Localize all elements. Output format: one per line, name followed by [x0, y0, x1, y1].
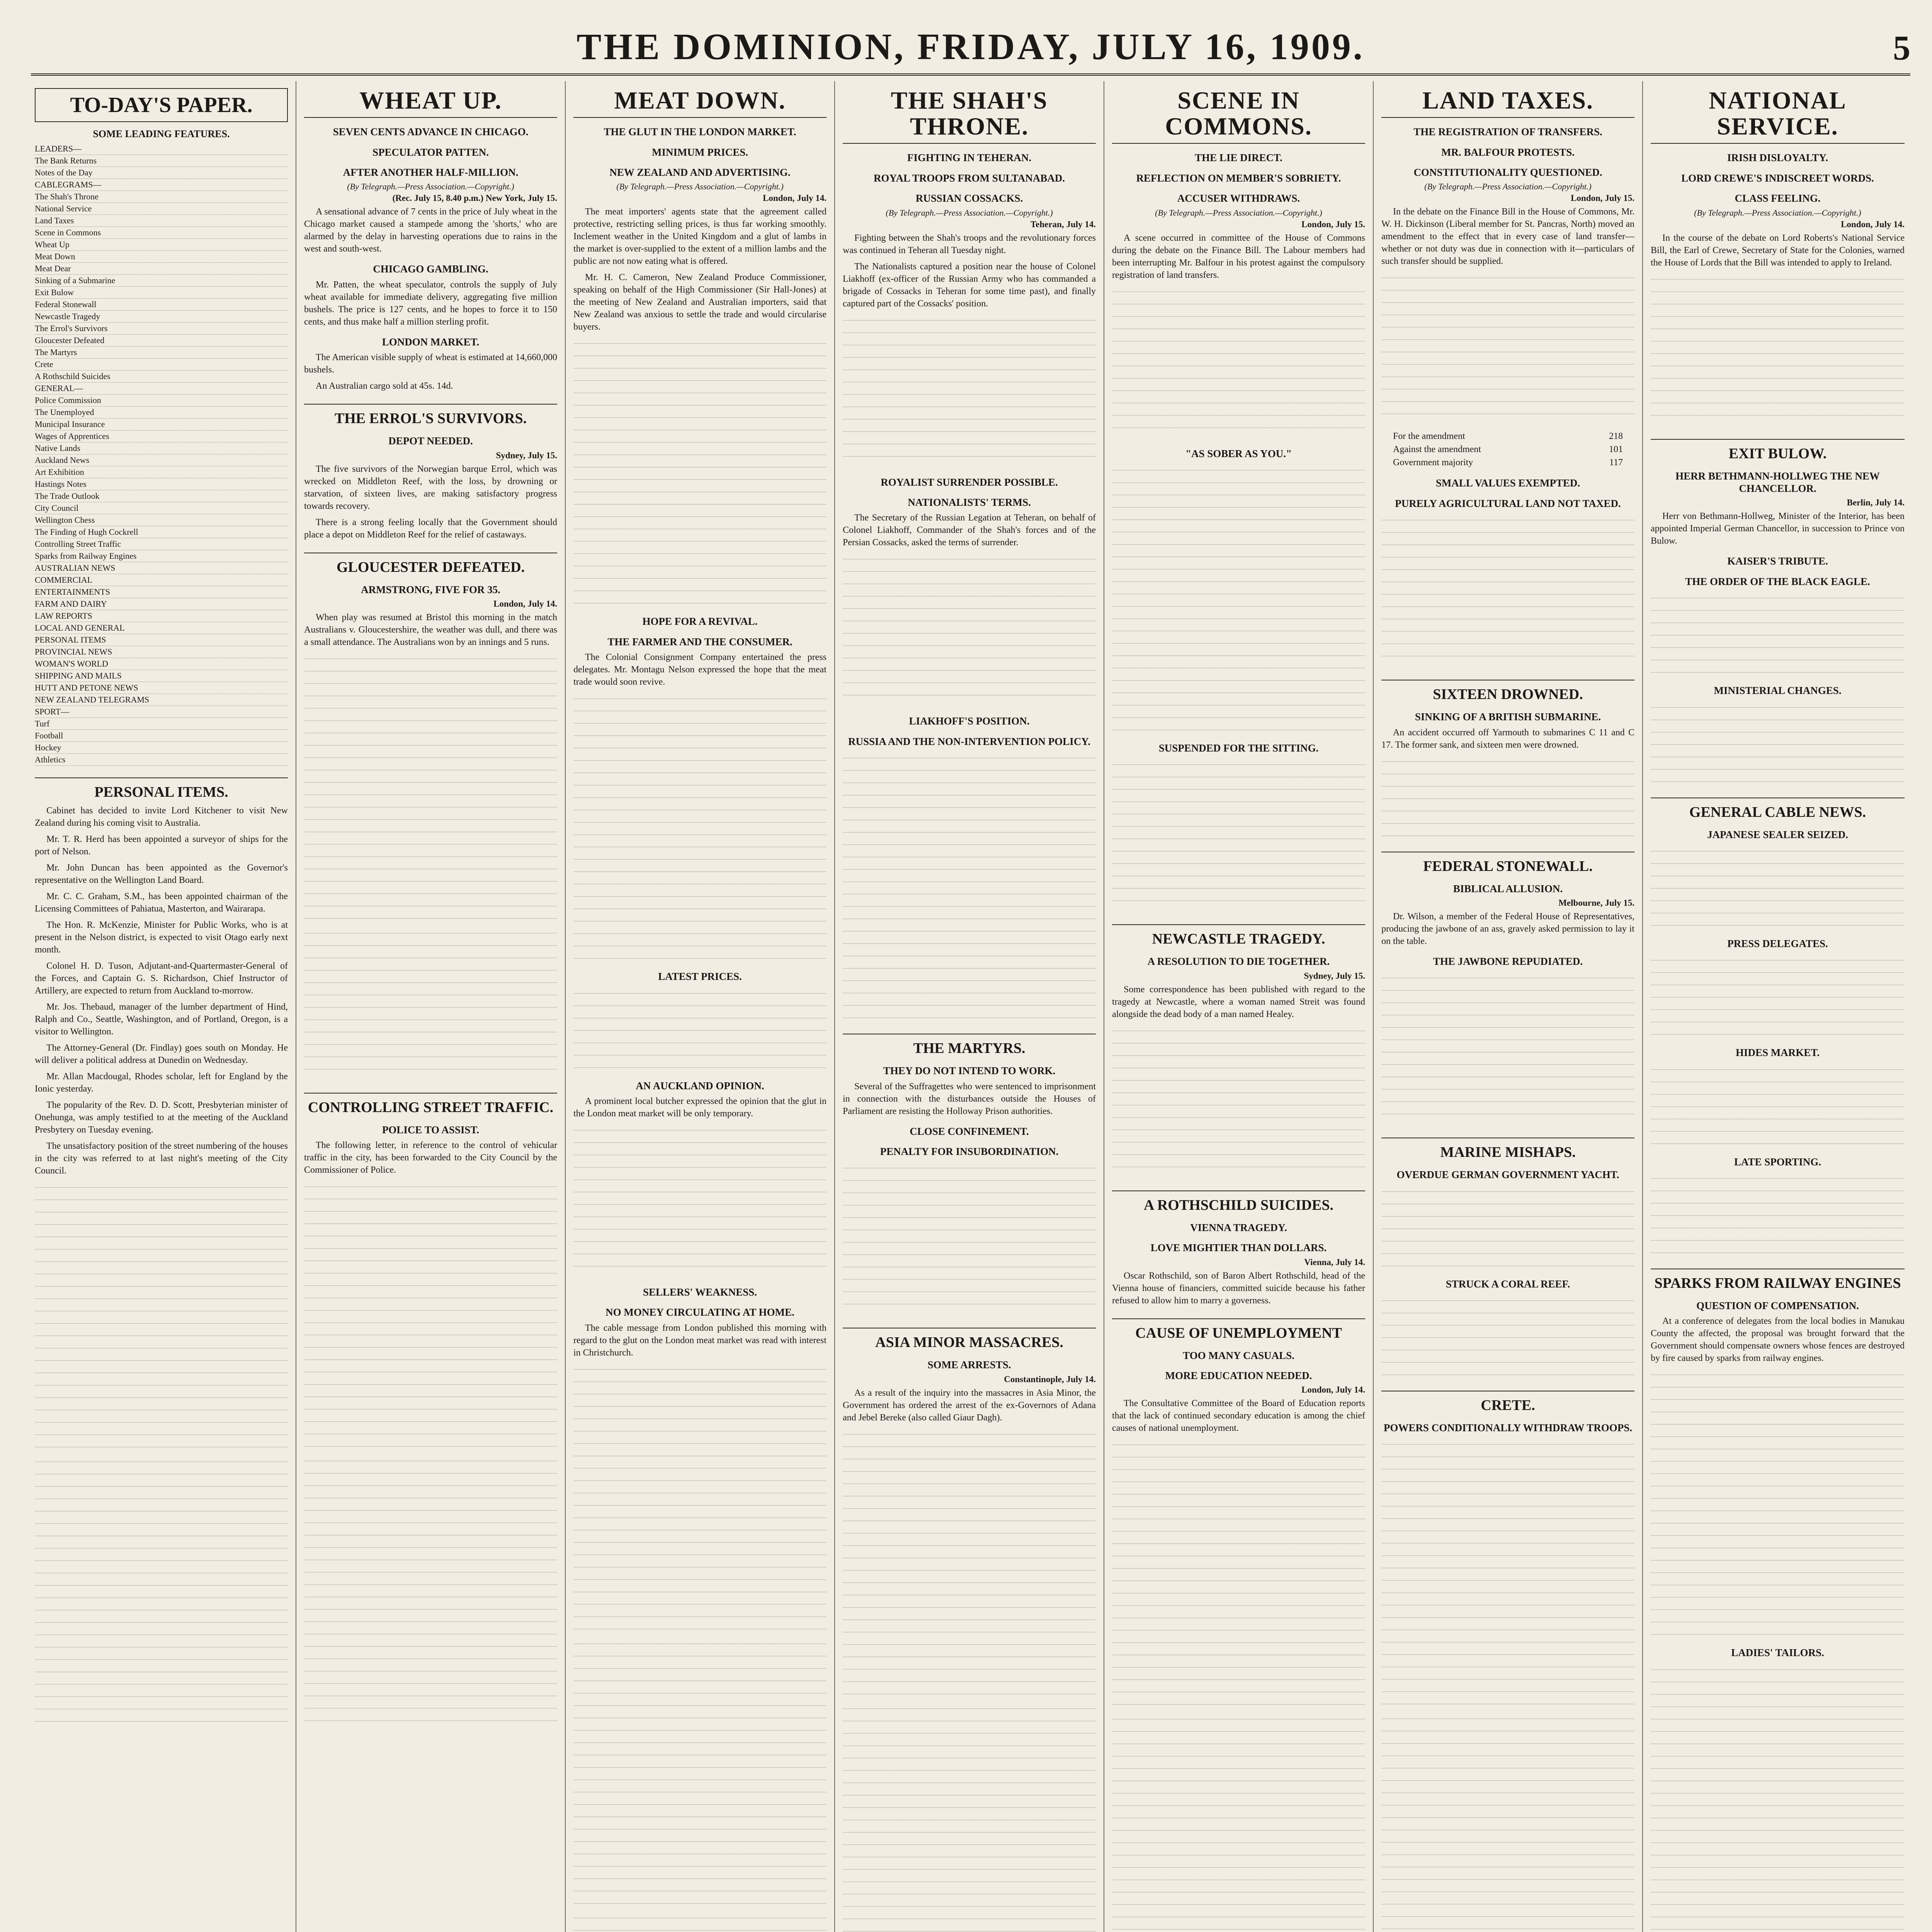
text-filler — [1381, 1185, 1634, 1270]
text-filler — [1381, 271, 1634, 426]
article-paragraph: The Colonial Consignment Company entertained the press delegates. Mr. Montagu Nelson expressed the hope that the meat trade would soon revive. — [573, 652, 827, 687]
vote-value: 117 — [1609, 457, 1623, 468]
article-paragraph: The meat importers' agents state that the agreement called protective, restricting selling prices, is thus far working smoothly. Inclement weather in the United Kingdom and a glut of lambs in the market is over-supplied to the extent of a million lambs and the public are not now eating what is offered. — [573, 207, 827, 267]
dateline: London, July 15. — [1571, 193, 1634, 203]
subheading: LOVE MIGHTIER THAN DOLLARS. — [1150, 1242, 1327, 1254]
text-filler — [573, 1363, 827, 1633]
text-filler — [843, 553, 1096, 707]
press-credit: (By Telegraph.—Press Association.—Copyright.) — [1694, 207, 1861, 218]
vote-row — [1393, 430, 1623, 443]
contents-item: Federal Stonewall — [35, 299, 288, 311]
article-paragraph: The cable message from London published this morning with regard to the glut on the London meat market was read with interest in Christchurch. — [573, 1323, 827, 1358]
subheading: QUESTION OF COMPENSATION. — [1696, 1300, 1859, 1312]
personal-item: The popularity of the Rev. D. D. Scott, Presbyterian minister of Onehunga, was amply testified to at the meeting of the Auckland Presbytery on Tuesday evening. — [35, 1100, 288, 1135]
contents-item: The Finding of Hugh Cockrell — [35, 526, 288, 538]
subheading: MINISTERIAL CHANGES. — [1714, 685, 1842, 697]
subheading: LIAKHOFF'S POSITION. — [909, 715, 1030, 727]
subheading: SMALL VALUES EXEMPTED. — [1435, 477, 1580, 489]
headline: A ROTHSCHILD SUICIDES. — [1112, 1190, 1365, 1214]
contents-item: AUSTRALIAN NEWS — [35, 562, 288, 574]
article-paragraph: Herr von Bethmann-Hollweg, Minister of the Interior, has been appointed Imperial German Chancellor, in succession to Prince von Bulow. — [1651, 511, 1905, 546]
text-filler — [1381, 755, 1634, 840]
headline: SPARKS FROM RAILWAY ENGINES — [1651, 1269, 1905, 1292]
headline: FEDERAL STONEWALL. — [1381, 852, 1634, 875]
press-credit: (By Telegraph.—Press Association.—Copyright.) — [886, 207, 1053, 218]
subheading: SEVEN CENTS ADVANCE IN CHICAGO. — [333, 126, 529, 138]
text-filler — [1112, 464, 1365, 734]
text-filler — [1651, 273, 1905, 427]
subheading: LADIES' TAILORS. — [1731, 1647, 1824, 1659]
text-filler — [1381, 1294, 1634, 1379]
text-filler — [304, 1454, 557, 1725]
subheading: BIBLICAL ALLUSION. — [1453, 883, 1563, 895]
article-paragraph: Some correspondence has been published with regard to the tragedy at Newcastle, where a woman named Streit was found alongside the dead body of a man named Healey. — [1112, 984, 1365, 1019]
contents-item: Newcastle Tragedy — [35, 311, 288, 323]
contents-item: Municipal Insurance — [35, 418, 288, 430]
article-paragraph: Oscar Rothschild, son of Baron Albert Rothschild, head of the Vienna house of financiers, committed suicide because his father refused to allow him to marry a governess. — [1112, 1270, 1365, 1306]
subheading: HERR BETHMANN-HOLLWEG THE NEW CHANCELLOR. — [1675, 470, 1880, 494]
subheading: NO MONEY CIRCULATING AT HOME. — [605, 1306, 794, 1318]
article-paragraph: When play was resumed at Bristol this morning in the match Australians v. Gloucestershire, the weather was dull, and there was a small attendance. The Australians won by an innings and 5 runs. — [304, 612, 557, 647]
contents-item: WOMAN'S WORLD — [35, 658, 288, 670]
subheading: LONDON MARKET. — [382, 336, 480, 348]
contents-item: GENERAL— — [35, 383, 288, 395]
subheading: ARMSTRONG, FIVE FOR 35. — [361, 583, 500, 595]
headline: GENERAL CABLE NEWS. — [1651, 798, 1905, 821]
contents-list — [35, 143, 288, 766]
article-paragraph: Mr. H. C. Cameron, New Zealand Produce Commissioner, speaking on behalf of the High Commissioner (Sir Hall-Jones) at the meeting of New Zealand and Australian importers, said that New Zealand was anxious to settle the trade and would circularise buyers. — [573, 272, 827, 332]
article-paragraph: There is a strong feeling locally that the Government should place a depot on Middleton Reef for the relief of castaways. — [304, 517, 557, 540]
vote-label: Government majority — [1393, 457, 1473, 468]
text-filler — [843, 1702, 1096, 1932]
dateline: London, July 14. — [763, 193, 827, 203]
contents-item: City Council — [35, 502, 288, 514]
contents-item: FARM AND DAIRY — [35, 598, 288, 610]
contents-item: Art Exhibition — [35, 466, 288, 478]
dateline: Berlin, July 14. — [1847, 498, 1905, 508]
contents-item: LAW REPORTS — [35, 610, 288, 622]
contents-item: SHIPPING AND MAILS — [35, 670, 288, 682]
article-paragraph: The Secretary of the Russian Legation at Teheran, on behalf of Colonel Liakhoff, Commander of the Shah's forces and of the Persian Cossacks, asked the terms of surrender. — [843, 513, 1096, 548]
contents-item: CABLEGRAMS— — [35, 179, 288, 191]
subheading: KAISER'S TRIBUTE. — [1727, 555, 1828, 567]
subheading: NEW ZEALAND AND ADVERTISING. — [609, 166, 791, 178]
subheading: THE ORDER OF THE BLACK EAGLE. — [1685, 575, 1870, 587]
dateline: London, July 15. — [1301, 219, 1365, 229]
subheading: CHICAGO GAMBLING. — [373, 263, 488, 275]
todays-paper-heading: TO-DAY'S PAPER. — [35, 88, 288, 122]
subheading: THE JAWBONE REPUDIATED. — [1433, 955, 1583, 967]
contents-item: Wages of Apprentices — [35, 430, 288, 442]
personal-item: The unsatisfactory position of the street numbering of the houses in the city was referred to at last night's meeting of the City Council. — [35, 1141, 288, 1176]
subheading: PURELY AGRICULTURAL LAND NOT TAXED. — [1395, 497, 1621, 509]
contents-item: The Trade Outlook — [35, 490, 288, 502]
article-paragraph: The American visible supply of wheat is estimated at 14,660,000 bushels. — [304, 352, 557, 375]
division-results — [1393, 430, 1623, 469]
press-credit: (By Telegraph.—Press Association.—Copyright.) — [347, 182, 514, 192]
vote-value: 218 — [1609, 431, 1623, 442]
subheading: "AS SOBER AS YOU." — [1185, 447, 1292, 459]
contents-item: Hockey — [35, 742, 288, 754]
dateline: London, July 14. — [1301, 1385, 1365, 1395]
text-filler — [1112, 758, 1365, 913]
subheading: THE REGISTRATION OF TRANSFERS. — [1413, 126, 1602, 138]
article-paragraph: The five survivors of the Norwegian barque Errol, which was wrecked on Middleton Reef, with the loss, by drowning or starvation, of sixteen lives, are making satisfactory progress towards recovery. — [304, 464, 557, 511]
dateline: (Rec. July 15, 8.40 p.m.) New York, July 15. — [392, 193, 557, 203]
subheading: SOME ARRESTS. — [927, 1359, 1011, 1371]
text-filler — [843, 1428, 1096, 1698]
subheading: SPECULATOR PATTEN. — [372, 146, 489, 158]
article-paragraph: A prominent local butcher expressed the opinion that the glut in the London meat market will be only temporary. — [573, 1096, 827, 1119]
text-filler — [304, 927, 557, 1081]
article-paragraph: The following letter, in reference to the control of vehicular traffic in the city, has been forwarded to the City Council by the Commissioner of Police. — [304, 1140, 557, 1175]
personal-item: The Hon. R. McKenzie, Minister for Public Works, who is at present in the Nelson district, is expected to visit Otago early next month. — [35, 920, 288, 955]
contents-item: Hastings Notes — [35, 478, 288, 490]
vote-value: 101 — [1609, 444, 1623, 455]
subheading: CONSTITUTIONALITY QUESTIONED. — [1413, 166, 1602, 178]
contents-item: COMMERCIAL — [35, 574, 288, 586]
columns — [27, 81, 1914, 1932]
headline: THE SHAH'S THRONE. — [843, 87, 1096, 144]
personal-item: Mr. T. R. Herd has been appointed a surveyor of ships for the port of Nelson. — [35, 834, 288, 857]
headline: CAUSE OF UNEMPLOYMENT — [1112, 1318, 1365, 1342]
dateline: Teheran, July 14. — [1030, 219, 1096, 229]
subheading: LORD CREWE'S INDISCREET WORDS. — [1681, 172, 1874, 184]
dateline: London, July 14. — [1841, 219, 1905, 229]
contents-item: Sparks from Railway Engines — [35, 550, 288, 562]
text-filler — [1381, 971, 1634, 1126]
dateline: Sydney, July 15. — [496, 450, 557, 460]
headline: THE MARTYRS. — [843, 1034, 1096, 1057]
contents-item: Controlling Street Traffic — [35, 538, 288, 550]
contents-item: LEADERS— — [35, 143, 288, 155]
subheading: CLASS FEELING. — [1735, 192, 1821, 204]
subheading: VIENNA TRAGEDY. — [1190, 1221, 1287, 1233]
article-paragraph: At a conference of delegates from the local bodies in Manukau County the affected, the proposal was brought forward that the Government should compensate owners whose fences are destroyed by fire caused by sparks from railway engines. — [1651, 1316, 1905, 1364]
article-paragraph: Dr. Wilson, a member of the Federal House of Representatives, producing the jawbone of an ass, gravely asked permission to lay it on the table. — [1381, 911, 1634, 946]
contents-item: A Rothschild Suicides — [35, 371, 288, 383]
newspaper-title: THE DOMINION, FRIDAY, JULY 16, 1909. — [577, 26, 1365, 67]
text-filler — [843, 1162, 1096, 1316]
article-paragraph: The Nationalists captured a position near the house of Colonel Liakhoff (ex-officer of the Russian Army who has commanded a brigade of Cossacks in Teheran for some time past), and finally captured part of the Cossacks' position. — [843, 261, 1096, 309]
dateline: Melbourne, July 15. — [1558, 898, 1634, 908]
article-paragraph: The Consultative Committee of the Board of Education reports that the lack of continued secondary education is among the chief causes of national unemployment. — [1112, 1398, 1365, 1434]
personal-item: Mr. Allan Macdougal, Rhodes scholar, left for England by the Ionic yesterday. — [35, 1071, 288, 1094]
personal-item: Mr. Jos. Thebaud, manager of the lumber department of Hind, Ralph and Co., Seattle, Washington, and of Portland, Oregon, is a visitor to Wellington. — [35, 1002, 288, 1037]
contents-item: The Shah's Throne — [35, 191, 288, 203]
text-filler — [573, 987, 827, 1072]
article-paragraph: In the debate on the Finance Bill in the House of Commons, Mr. W. H. Dickinson (Liberal member for St. Pancras, North) moved an amendment to the effect that in every case of land transfer—whether or not duty was due in connection with it—particulars of such transfer should be supplied. — [1381, 207, 1634, 267]
subheading: SELLERS' WEAKNESS. — [643, 1286, 757, 1298]
article-paragraph: Mr. Patten, the wheat speculator, controls the supply of July wheat available for immediate delivery, aggregating five million bushels. The price is 127 cents, and he hopes to force it to 150 cents, and thus make half a million sterling profit. — [304, 279, 557, 327]
headline: NEWCASTLE TRAGEDY. — [1112, 924, 1365, 947]
personal-items-list — [35, 804, 288, 1177]
subheading: MINIMUM PRICES. — [652, 146, 748, 158]
press-credit: (By Telegraph.—Press Association.—Copyright.) — [1155, 207, 1322, 218]
contents-item: National Service — [35, 203, 288, 215]
headline: NATIONAL SERVICE. — [1651, 87, 1905, 144]
column-national-service — [1643, 81, 1912, 1932]
contents-item: The Martyrs — [35, 347, 288, 359]
contents-item: HUTT AND PETONE NEWS — [35, 682, 288, 694]
contents-item: PERSONAL ITEMS — [35, 634, 288, 646]
vote-row — [1393, 443, 1623, 456]
text-filler — [1381, 1438, 1634, 1708]
personal-item: Mr. C. C. Graham, S.M., has been appointed chairman of the Licensing Committees of Pahiatua, Masterton, and Wairarapa. — [35, 891, 288, 914]
contents-item: Notes of the Day — [35, 167, 288, 179]
contents-item: Native Lands — [35, 442, 288, 454]
article-paragraph: Several of the Suffragettes who were sentenced to imprisonment in connection with the disturbances outside the Houses of Parliament are resisting the Holloway Prison authorities. — [843, 1081, 1096, 1116]
subheading: JAPANESE SEALER SEIZED. — [1707, 828, 1848, 840]
article-paragraph: A sensational advance of 7 cents in the price of July wheat in the Chicago market caused a stampede among the 'shorts,' who are alarmed by the delay in harvesting operations due to rains in the west and south-west. — [304, 207, 557, 254]
personal-item: Cabinet has decided to invite Lord Kitchener to visit New Zealand during his coming visit to Australia. — [35, 806, 288, 828]
subheading: LATE SPORTING. — [1734, 1156, 1821, 1168]
article-paragraph: In the course of the debate on Lord Roberts's National Service Bill, the Earl of Crewe, Secretary of State for the Colonies, warned the House of Lords that the Bill was intended to apply to Ireland. — [1651, 233, 1905, 268]
subheading: THE GLUT IN THE LONDON MARKET. — [604, 126, 796, 138]
text-filler — [1651, 701, 1905, 786]
column-meat-down — [566, 81, 835, 1932]
column-scene-in-commons — [1104, 81, 1374, 1932]
contents-item: SPORT— — [35, 706, 288, 718]
subheading: AN AUCKLAND OPINION. — [636, 1080, 764, 1092]
contents-item: The Errol's Survivors — [35, 323, 288, 335]
contents-item: The Unemployed — [35, 406, 288, 418]
contents-item: Athletics — [35, 754, 288, 766]
contents-item: NEW ZEALAND TELEGRAMS — [35, 694, 288, 706]
vote-label: Against the amendment — [1393, 444, 1481, 455]
column-land-taxes — [1374, 81, 1643, 1932]
text-filler — [1112, 1438, 1365, 1709]
headline: SCENE IN COMMONS. — [1112, 87, 1365, 144]
text-filler — [843, 752, 1096, 1022]
subheading: OVERDUE GERMAN GOVERNMENT YACHT. — [1396, 1169, 1619, 1181]
press-credit: (By Telegraph.—Press Association.—Copyright.) — [1424, 182, 1592, 192]
text-filler — [573, 337, 827, 607]
subheading: HOPE FOR A REVIVAL. — [642, 616, 758, 628]
dateline: Constantinople, July 14. — [1004, 1374, 1096, 1384]
vote-label: For the amendment — [1393, 431, 1465, 442]
press-credit: (By Telegraph.—Press Association.—Copyright.) — [616, 182, 784, 192]
headline: MEAT DOWN. — [573, 87, 827, 118]
headline: GLOUCESTER DEFEATED. — [304, 553, 557, 576]
personal-item: The Attorney-General (Dr. Findlay) goes south on Monday. He will deliver a political address at Dunedin on Wednesday. — [35, 1043, 288, 1065]
contents-item: PROVINCIAL NEWS — [35, 646, 288, 658]
contents-item: Football — [35, 730, 288, 742]
text-filler — [1651, 1063, 1905, 1148]
text-filler — [1651, 1172, 1905, 1257]
dateline: Sydney, July 15. — [1304, 971, 1365, 981]
text-filler — [35, 1181, 288, 1451]
text-filler — [1651, 845, 1905, 930]
subheading: TOO MANY CASUALS. — [1183, 1349, 1294, 1361]
column-wheat-up — [296, 81, 566, 1932]
masthead — [31, 15, 1910, 76]
subheading: HIDES MARKET. — [1735, 1047, 1820, 1059]
text-filler — [573, 692, 827, 963]
text-filler — [843, 314, 1096, 468]
subheading: CLOSE CONFINEMENT. — [910, 1125, 1029, 1137]
text-filler — [573, 1637, 827, 1908]
subheading: LATEST PRICES. — [658, 971, 742, 983]
subheading: REFLECTION ON MEMBER'S SOBRIETY. — [1136, 172, 1341, 184]
vote-row — [1393, 456, 1623, 469]
subheading: ROYALIST SURRENDER POSSIBLE. — [881, 476, 1058, 488]
headline: THE ERROL'S SURVIVORS. — [304, 404, 557, 427]
text-filler — [304, 1180, 557, 1451]
contents-item: Police Commission — [35, 395, 288, 406]
text-filler — [1112, 1713, 1365, 1932]
subheading: RUSSIA AND THE NON-INTERVENTION POLICY. — [848, 735, 1090, 747]
text-filler — [1651, 1368, 1905, 1639]
contents-item: Wheat Up — [35, 239, 288, 251]
text-filler — [573, 1124, 827, 1278]
article-paragraph: Fighting between the Shah's troops and the revolutionary forces was continued in Teheran all Tuesday night. — [843, 233, 1096, 255]
contents-item: Turf — [35, 718, 288, 730]
text-filler — [1112, 1024, 1365, 1179]
contents-item: ENTERTAINMENTS — [35, 586, 288, 598]
text-filler — [1112, 285, 1365, 440]
headline: WHEAT UP. — [304, 87, 557, 118]
headline: MARINE MISHAPS. — [1381, 1138, 1634, 1161]
subheading: MR. BALFOUR PROTESTS. — [1441, 146, 1575, 158]
subheading: A RESOLUTION TO DIE TOGETHER. — [1147, 956, 1330, 968]
subheading: STRUCK A CORAL REEF. — [1446, 1278, 1570, 1290]
contents-item: Sinking of a Submarine — [35, 275, 288, 287]
headline: SIXTEEN DROWNED. — [1381, 680, 1634, 703]
subheading: AFTER ANOTHER HALF-MILLION. — [343, 166, 519, 178]
contents-item: Wellington Chess — [35, 514, 288, 526]
contents-item: The Bank Returns — [35, 155, 288, 167]
text-filler — [1651, 592, 1905, 677]
headline: LAND TAXES. — [1381, 87, 1634, 118]
contents-item: Gloucester Defeated — [35, 335, 288, 347]
contents-item: LOCAL AND GENERAL — [35, 622, 288, 634]
headline: CRETE. — [1381, 1391, 1634, 1414]
subheading: THE LIE DIRECT. — [1195, 152, 1282, 164]
article-paragraph: As a result of the inquiry into the massacres in Asia Minor, the Government has ordered the arrest of the ex-Governors of Adana and Jebel Bereke (also called Giaur Dagh). — [843, 1388, 1096, 1423]
subheading: IRISH DISLOYALTY. — [1727, 152, 1828, 164]
dateline: London, July 14. — [493, 599, 557, 609]
contents-item: Land Taxes — [35, 215, 288, 227]
personal-item: Mr. John Duncan has been appointed as the Governor's representative on the Wellington Land Board. — [35, 863, 288, 885]
article-paragraph: An Australian cargo sold at 45s. 14d. — [316, 381, 453, 391]
text-filler — [1651, 954, 1905, 1039]
text-filler — [1651, 1663, 1905, 1932]
subheading: ROYAL TROOPS FROM SULTANABAD. — [873, 172, 1065, 184]
subheading: NATIONALISTS' TERMS. — [908, 496, 1031, 508]
contents-item: Crete — [35, 359, 288, 371]
contents-item: Meat Down — [35, 251, 288, 263]
article-paragraph: A scene occurred in committee of the House of Commons during the debate on the Finance Bill. The Labour members had been interrupting Mr. Balfour in his protest against the compulsory registration of land transfers. — [1112, 233, 1365, 280]
contents-item: Exit Bulow — [35, 287, 288, 299]
subheading: MORE EDUCATION NEEDED. — [1165, 1369, 1312, 1381]
leading-features-subheading: SOME LEADING FEATURES. — [93, 128, 230, 139]
contents-item: Meat Dear — [35, 263, 288, 275]
subheading: ACCUSER WITHDRAWS. — [1177, 192, 1300, 204]
subheading: THE FARMER AND THE CONSUMER. — [607, 636, 793, 648]
text-filler — [1381, 1712, 1634, 1932]
column-todays-paper — [27, 81, 296, 1932]
headline: ASIA MINOR MASSACRES. — [843, 1328, 1096, 1351]
subheading: SINKING OF A BRITISH SUBMARINE. — [1415, 711, 1601, 723]
headline: EXIT BULOW. — [1651, 439, 1905, 462]
subheading: SUSPENDED FOR THE SITTING. — [1158, 742, 1319, 754]
text-filler — [35, 1455, 288, 1726]
article-paragraph: An accident occurred off Yarmouth to submarines C 11 and C 17. The former sank, and sixteen men were drowned. — [1381, 727, 1634, 750]
personal-item: Colonel H. D. Tuson, Adjutant-and-Quartermaster-General of the Forces, and Captain G. S. Richardson, Chief Instructor of Artillery, are expected to return from Auckland to-morrow. — [35, 961, 288, 996]
subheading: PENALTY FOR INSUBORDINATION. — [880, 1145, 1059, 1157]
subheading: FIGHTING IN TEHERAN. — [907, 152, 1032, 164]
subheading: DEPOT NEEDED. — [388, 435, 473, 447]
dateline: Vienna, July 14. — [1304, 1257, 1365, 1267]
subheading: PRESS DELEGATES. — [1727, 937, 1828, 949]
contents-item: Auckland News — [35, 454, 288, 466]
personal-items-heading: PERSONAL ITEMS. — [35, 777, 288, 801]
subheading: POWERS CONDITIONALLY WITHDRAW TROOPS. — [1383, 1422, 1633, 1434]
subheading: POLICE TO ASSIST. — [382, 1124, 480, 1136]
column-shahs-throne — [835, 81, 1104, 1932]
headline: CONTROLLING STREET TRAFFIC. — [304, 1093, 557, 1116]
subheading: THEY DO NOT INTEND TO WORK. — [883, 1065, 1056, 1077]
contents-item: Scene in Commons — [35, 227, 288, 239]
page-number: 5 — [1893, 29, 1910, 67]
subheading: RUSSIAN COSSACKS. — [915, 192, 1023, 204]
text-filler — [1381, 514, 1634, 668]
text-filler — [304, 652, 557, 923]
text-filler — [573, 1912, 827, 1932]
